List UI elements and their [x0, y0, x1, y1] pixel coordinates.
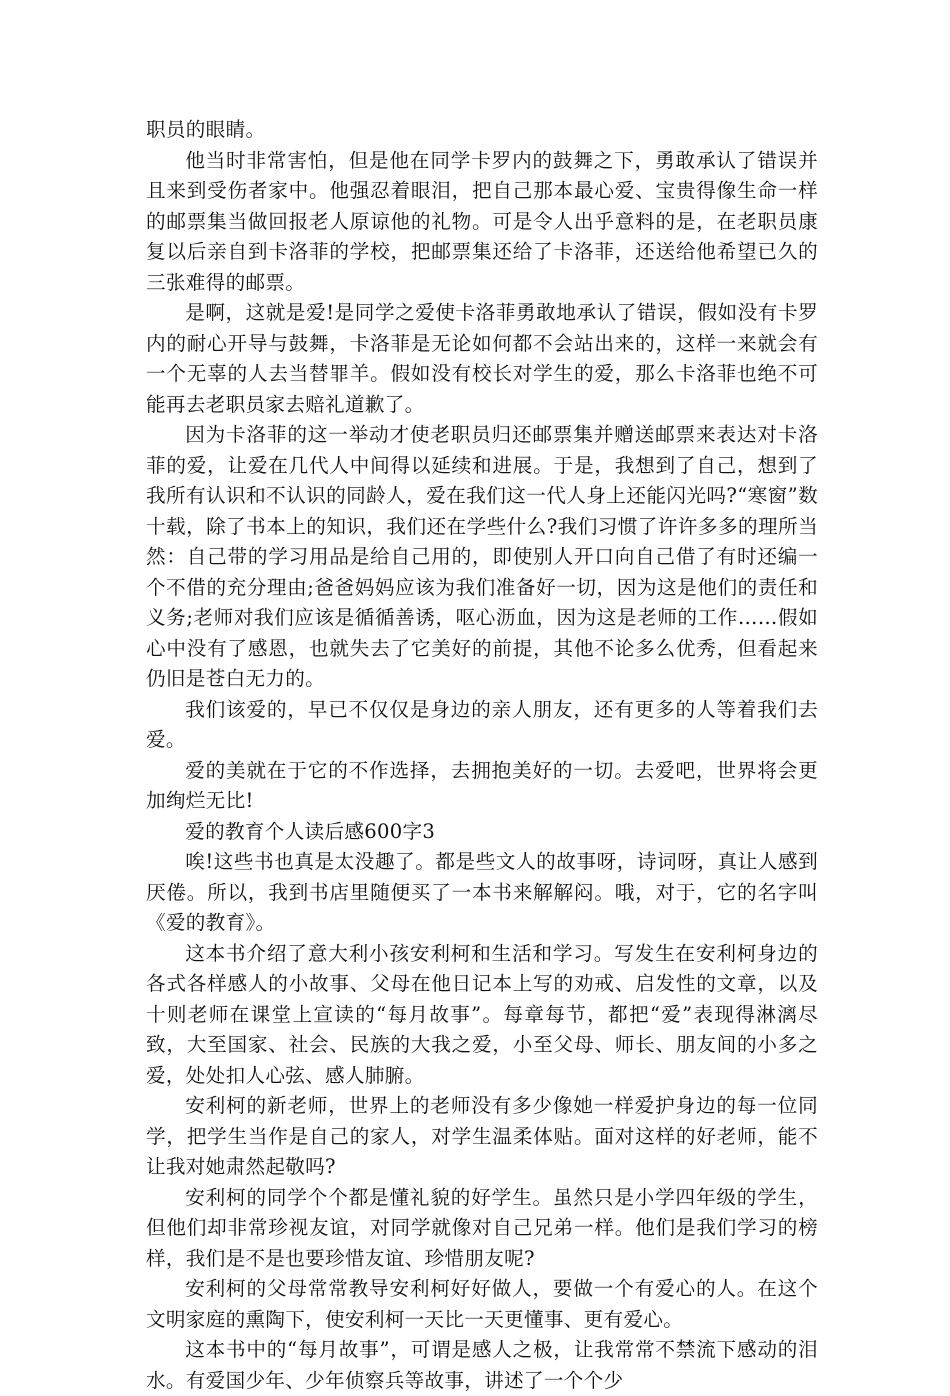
paragraph-4: 因为卡洛菲的这一举动才使老职员归还邮票集并赠送邮票来表达对卡洛菲的爱，让爱在几代人中间得以延续和进展。于是，我想到了自己，想到了我所有认识和不认识的同龄人，爱在我们这一代人身上还能闪光吗?“寒窗”数十载，除了书本上的知识，我们还在学些什么?我们习惯了许许多多的理所当然：自己带的学习用品是给自己用的，即使别人开口向自己借了有时还编一个不借的充分理由;爸爸妈妈应该为我们准备好一切，因为这是他们的责任和义务;老师对我们应该是循循善诱，呕心沥血，因为这是老师的工作……假如心中没有了感恩，也就失去了它美好的前提，其他不论多么优秀，但看起来仍旧是苍白无力的。	[146, 423, 818, 690]
paragraph-7: 唉!这些书也真是太没趣了。都是些文人的故事呀，诗词呀，真让人感到厌倦。所以，我到书店里随便买了一本书来解解闷。哦，对于，它的名字叫《爱的教育》。	[146, 850, 818, 934]
document-page	[146, 115, 818, 1396]
paragraph-2: 他当时非常害怕，但是他在同学卡罗内的鼓舞之下，勇敢承认了错误并且来到受伤者家中。他强忍着眼泪，把自己那本最心爱、宝贵得像生命一样的邮票集当做回报老人原谅他的礼物。可是令人出乎意料的是，在老职员康复以后亲自到卡洛菲的学校，把邮票集还给了卡洛菲，还送给他希望已久的三张难得的邮票。	[146, 148, 818, 294]
paragraph-6: 爱的美就在于它的不作选择，去拥抱美好的一切。去爱吧，世界将会更加绚烂无比!	[146, 758, 818, 812]
paragraph-10: 安利柯的同学个个都是懂礼貌的好学生。虽然只是小学四年级的学生，但他们却非常珍视友谊，对同学就像对自己兄弟一样。他们是我们学习的榜样，我们是不是也要珍惜友谊、珍惜朋友呢?	[146, 1185, 818, 1270]
paragraph-12: 这本书中的“每月故事”，可谓是感人之极，让我常常不禁流下感动的泪水。有爱国少年、少年侦察兵等故事，讲述了一个个少	[146, 1338, 818, 1392]
paragraph-11: 安利柯的父母常常教导安利柯好好做人，要做一个有爱心的人。在这个文明家庭的熏陶下，使安利柯一天比一天更懂事、更有爱心。	[146, 1277, 818, 1331]
paragraph-9: 安利柯的新老师，世界上的老师没有多少像她一样爱护身边的每一位同学，把学生当作是自己的家人，对学生温柔体贴。面对这样的好老师，能不让我对她肃然起敬吗?	[146, 1094, 818, 1178]
paragraph-1: 职员的眼睛。	[146, 118, 266, 141]
paragraph-3: 是啊，这就是爱!是同学之爱使卡洛菲勇敢地承认了错误，假如没有卡罗内的耐心开导与鼓舞，卡洛菲是无论如何都不会站出来的，这样一来就会有一个无辜的人去当替罪羊。假如没有校长对学生的爱，那么卡洛菲也绝不可能再去老职员家去赔礼道歉了。	[146, 301, 818, 416]
section-heading: 爱的教育个人读后感600字3	[185, 819, 436, 843]
paragraph-8: 这本书介绍了意大利小孩安利柯和生活和学习。写发生在安利柯身边的各式各样感人的小故事、父母在他日记本上写的劝戒、启发性的文章，以及十则老师在课堂上宣读的“每月故事”。每章每节，都把“爱”表现得淋漓尽致，大至国家、社会、民族的大我之爱，小至父母、师长、朋友间的小多之爱，处处扣人心弦、感人肺腑。	[146, 941, 818, 1087]
paragraph-5: 我们该爱的，早已不仅仅是身边的亲人朋友，还有更多的人等着我们去爱。	[146, 697, 818, 751]
